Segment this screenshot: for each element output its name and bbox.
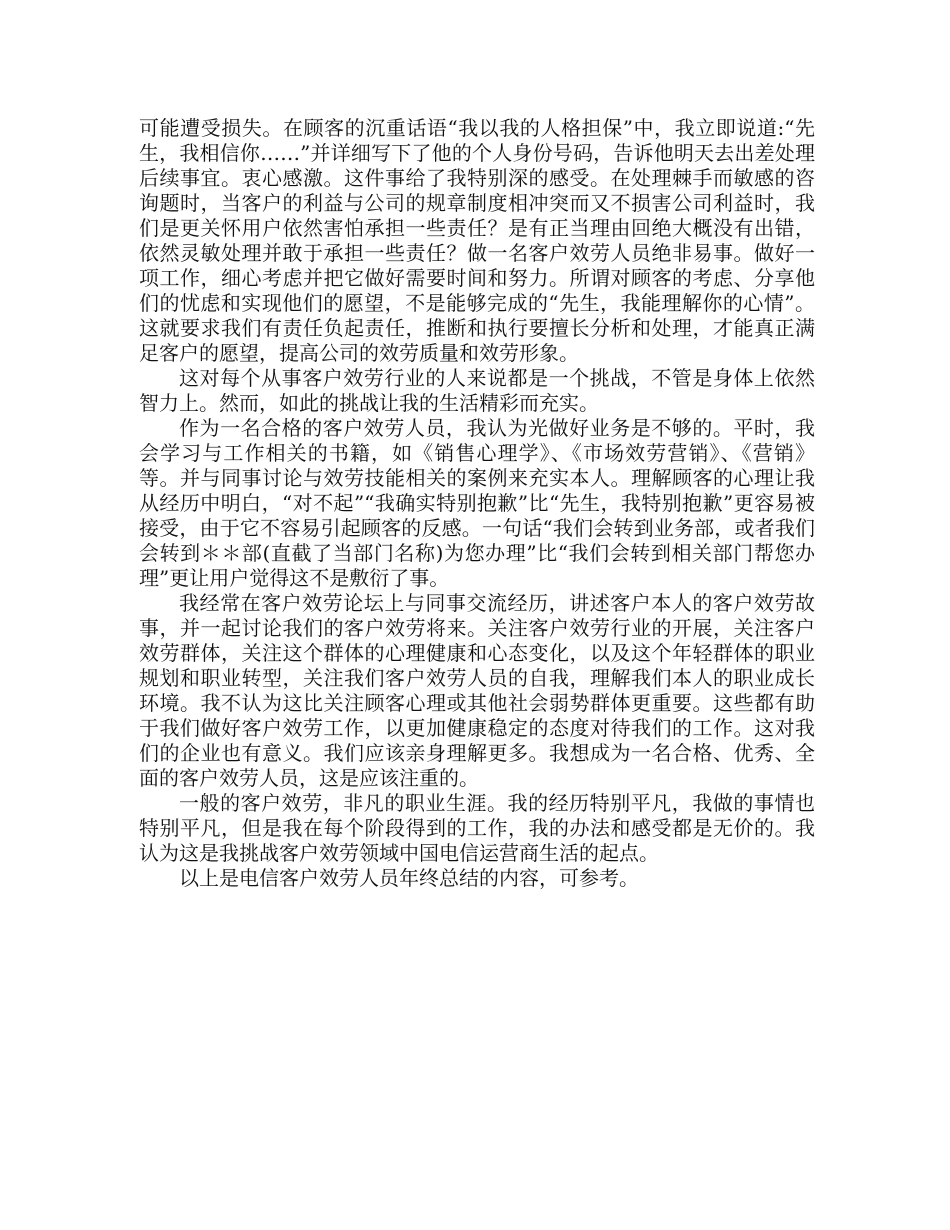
paragraph-2: 这对每个从事客户效劳行业的人来说都是一个挑战，不管是身体上依然智力上。然而，如此的挑战让我的生活精彩而充实。 xyxy=(139,366,815,415)
paragraph-3: 作为一名合格的客户效劳人员，我认为光做好业务是不够的。平时，我会学习与工作相关的书籍，如《销售心理学》、《市场效劳营销》、《营销》等。并与同事讨论与效劳技能相关的案例来充实本人。理解顾客的心理让我从经历中明白，“对不起”“我确实特别抱歉”比“先生，我特别抱歉”更容易被接受，由于它不容易引起顾客的反感。一句话“我们会转到业务部，或者我们会转到＊＊部(直截了当部门名称)为您办理”比“我们会转到相关部门帮您办理”更让用户觉得这不是敷衍了事。 xyxy=(139,416,815,590)
document-page xyxy=(139,116,815,891)
paragraph-4: 我经常在客户效劳论坛上与同事交流经历，讲述客户本人的客户效劳故事，并一起讨论我们的客户效劳将来。关注客户效劳行业的开展，关注客户效劳群体，关注这个群体的心理健康和心态变化，以及这个年轻群体的职业规划和职业转型，关注我们客户效劳人员的自我，理解我们本人的职业成长环境。我不认为这比关注顾客心理或其他社会弱势群体更重要。这些都有助于我们做好客户效劳工作，以更加健康稳定的态度对待我们的工作。这对我们的企业也有意义。我们应该亲身理解更多。我想成为一名合格、优秀、全面的客户效劳人员，这是应该注重的。 xyxy=(139,591,815,790)
paragraph-5: 一般的客户效劳，非凡的职业生涯。我的经历特别平凡，我做的事情也特别平凡，但是我在每个阶段得到的工作，我的办法和感受都是无价的。我认为这是我挑战客户效劳领域中国电信运营商生活的起点。 xyxy=(139,791,815,865)
paragraph-6: 以上是电信客户效劳人员年终总结的内容，可参考。 xyxy=(179,866,639,890)
paragraph-1: 可能遭受损失。在顾客的沉重话语“我以我的人格担保”中，我立即说道:“先生，我相信你……”并详细写下了他的个人身份号码，告诉他明天去出差处理后续事宜。衷心感激。这件事给了我特别深的感受。在处理棘手而敏感的咨询题时，当客户的利益与公司的规章制度相冲突而又不损害公司利益时，我们是更关怀用户依然害怕承担一些责任？是有正当理由回绝大概没有出错，依然灵敏处理并敢于承担一些责任？做一名客户效劳人员绝非易事。做好一项工作，细心考虑并把它做好需要时间和努力。所谓对顾客的考虑、分享他们的忧虑和实现他们的愿望，不是能够完成的“先生，我能理解你的心情”。这就要求我们有责任负起责任，推断和执行要擅长分析和处理，才能真正满足客户的愿望，提高公司的效劳质量和效劳形象。 xyxy=(139,116,815,365)
